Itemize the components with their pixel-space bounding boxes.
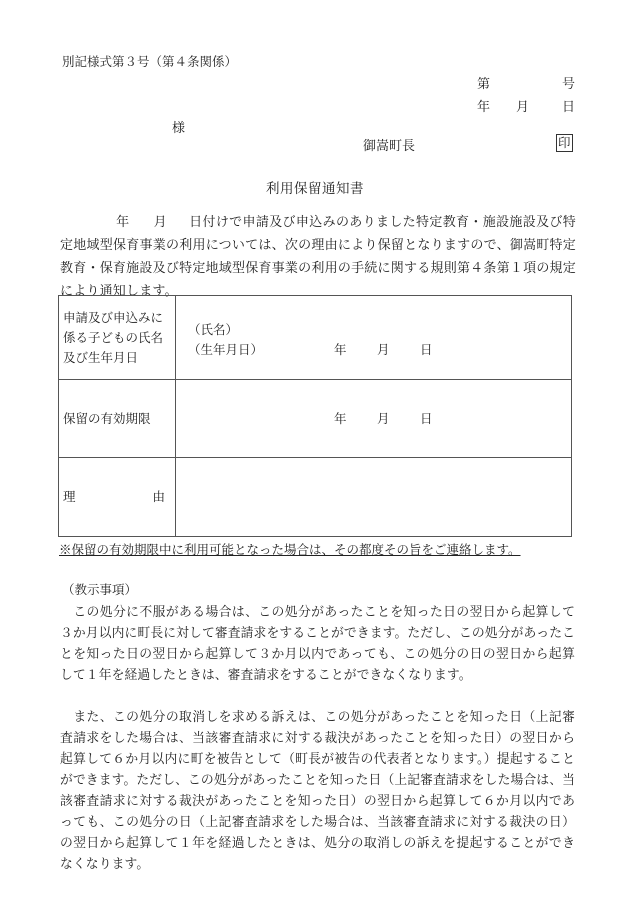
instructions-paragraph-1 (60, 602, 575, 686)
document-number-suffix: 号 (562, 77, 576, 92)
body-text: 日付けで申請及び申込みのありました特定教育・施設施設及び特定地域型保育事業の利用については、次の理由により保留となりますので、御嵩町特定教育・保育施設及び特定地域型保育事業の利用の手続に関する規則第４条第１項の規定により通知します。 (60, 215, 577, 299)
instructions-title: （教示事項） (62, 582, 138, 597)
validity-row (59, 380, 572, 458)
reason-label-a: 理 (63, 489, 76, 504)
recipient-suffix: 様 (172, 121, 186, 136)
reason-cell (176, 458, 572, 537)
reason-row (59, 458, 572, 537)
body-year: 年 (116, 215, 130, 230)
validity-month: 月 (377, 411, 390, 426)
reason-label (59, 458, 176, 537)
name-label: （氏名） (188, 322, 239, 337)
validity-year: 年 (334, 411, 347, 426)
reason-label-b: 由 (152, 489, 165, 504)
birth-year: 年 (334, 342, 347, 357)
birth-month: 月 (377, 342, 390, 357)
form-number: 別記様式第３号（第４条関係） (62, 54, 238, 69)
child-cell (176, 296, 572, 380)
issuer-name: 御嵩町長 (363, 139, 416, 154)
instructions-paragraph-2 (60, 707, 575, 875)
child-row (59, 296, 572, 380)
details-table (58, 295, 572, 537)
issue-date-month: 月 (516, 100, 530, 115)
validity-label: 保留の有効期限 (59, 380, 176, 458)
issue-date-year: 年 (477, 100, 491, 115)
body-month: 月 (153, 215, 167, 230)
birth-label: （生年月日） (188, 342, 264, 357)
birth-day: 日 (420, 342, 433, 357)
issue-date-day: 日 (562, 100, 576, 115)
contact-note: ※保留の有効期限中に利用可能となった場合は、その都度その旨をご連絡します。 (59, 542, 521, 557)
seal-mark: 印 (558, 135, 571, 150)
instructions-text-1: この処分に不服がある場合は、この処分があったことを知った日の翌日から起算して３か月以内に町長に対して審査請求をすることができます。ただし、この処分があったことを知った日の翌日から起算して３か月以内であっても、この処分の日の翌日から起算して１年を経過したときは、審査請求をすることができなくなります。 (60, 605, 575, 683)
validity-cell (176, 380, 572, 458)
child-label: 申請及び申込みに係る子どもの氏名及び生年月日 (59, 296, 176, 380)
notification-body (60, 211, 576, 303)
instructions-text-2: また、この処分の取消しを求める訴えは、この処分があったことを知った日（上記審査請求をした場合は、当該審査請求に対する裁決があったことを知った日）の翌日から起算して６か月以内に町を被告として（町長が被告の代表者となります。）提起することができます。ただし、この処分があったことを知った日（上記審査請求をした場合は、当該審査請求に対する裁決があったことを知った日）の翌日から起算して６か月以内であっても、この処分の日（上記審査請求をした場合は、当該審査請求に対する裁決の日）の翌日から起算して１年を経過したときは、処分の取消しの訴えを提起することができなくなります。 (60, 710, 575, 872)
validity-day: 日 (420, 411, 433, 426)
document-title: 利用保留通知書 (266, 181, 364, 197)
document-number-label: 第 (477, 77, 491, 92)
